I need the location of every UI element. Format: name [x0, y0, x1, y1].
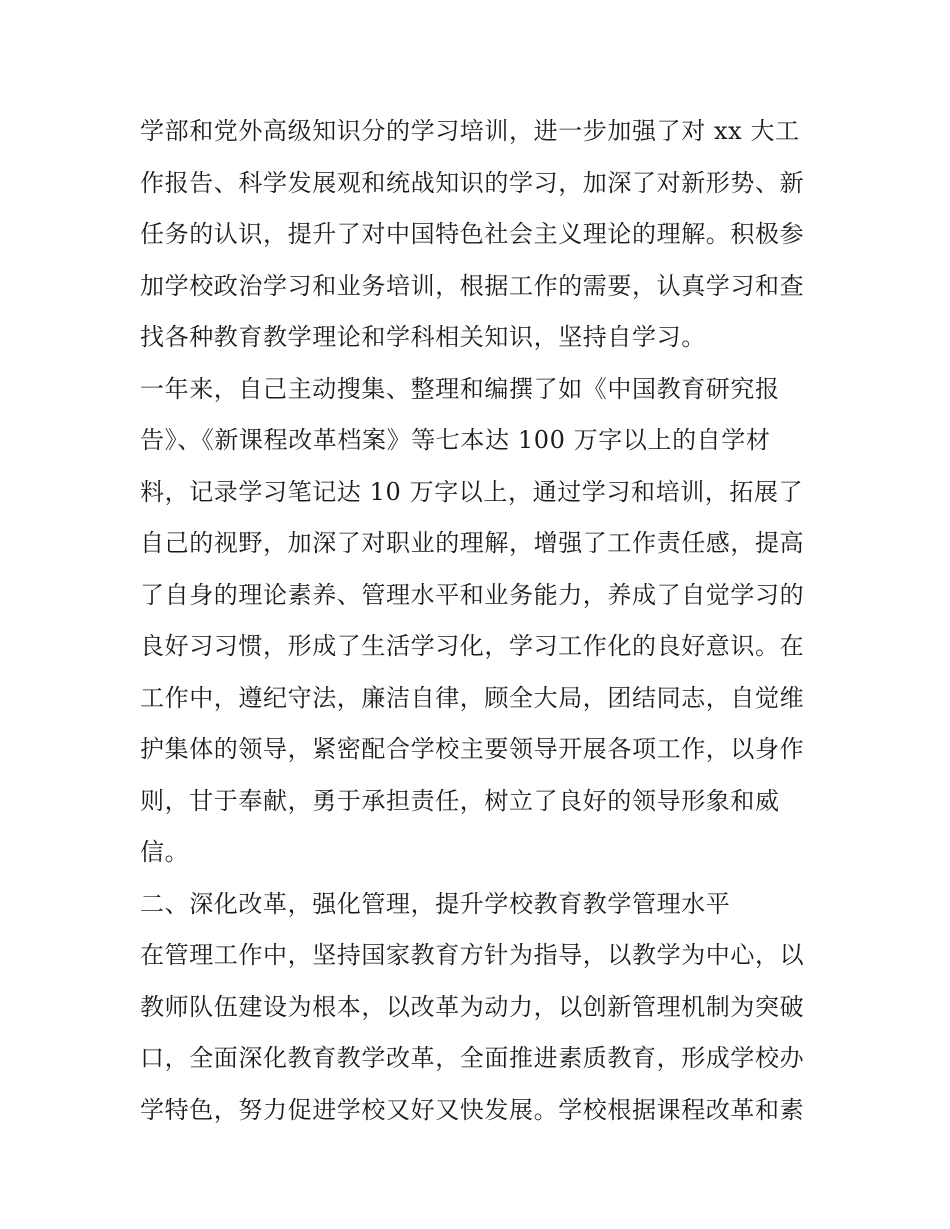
text-line: 告》、《新课程改革档案》等七本达 100 万字以上的自学材: [140, 426, 771, 454]
section-heading: 二、深化改革，强化管理，提升学校教育教学管理水平: [140, 889, 731, 918]
text-line: 教师队伍建设为根本，以改革为动力，以创新管理机制为突破: [140, 992, 805, 1021]
text-line: 自己的视野，加深了对职业的理解，增强了工作责任感，提高: [140, 529, 805, 557]
text-line: 信。: [140, 838, 190, 866]
text-line: 护集体的领导，紧密配合学校主要领导开展各项工作，以身作: [140, 735, 805, 763]
text-line: 料，记录学习笔记达 10 万字以上，通过学习和培训，拓展了: [140, 477, 804, 506]
text-line: 找各种教育教学理论和学科相关知识，坚持自学习。: [140, 323, 706, 351]
text-line: 任务的认识，提升了对中国特色社会主义理论的理解。积极参: [140, 220, 805, 248]
text-line: 在管理工作中，坚持国家教育方针为指导，以教学为中心，以: [140, 941, 805, 969]
text-line: 学部和党外高级知识分的学习培训，进一步加强了对 xx 大工: [140, 117, 800, 145]
text-line: 了自身的理论素养、管理水平和业务能力，养成了自觉学习的: [140, 580, 805, 609]
text-line: 作报告、科学发展观和统战知识的学习，加深了对新形势、新: [140, 168, 805, 197]
text-line: 口，全面深化教育教学改革，全面推进素质教育，形成学校办: [140, 1044, 805, 1072]
text-line: 良好习习惯，形成了生活学习化，学习工作化的良好意识。在: [140, 632, 805, 660]
text-line: 则，甘于奉献，勇于承担责任，树立了良好的领导形象和威: [140, 786, 780, 815]
text-line: 一年来，自己主动搜集、整理和编撰了如《中国教育研究报: [140, 374, 780, 403]
document-body: [140, 106, 820, 1136]
text-line: 学特色，努力促进学校又好又快发展。学校根据课程改革和素: [140, 1095, 805, 1124]
text-line: 工作中，遵纪守法，廉洁自律，顾全大局，团结同志，自觉维: [140, 683, 805, 712]
text-line: 加学校政治学习和业务培训，根据工作的需要，认真学习和查: [140, 271, 805, 300]
